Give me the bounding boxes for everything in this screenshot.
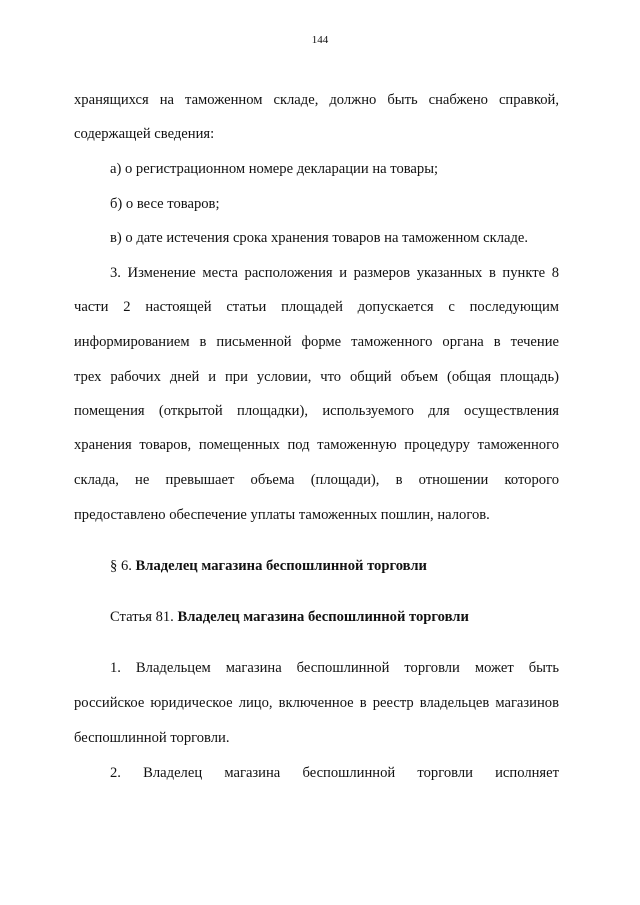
text-line: хранящихся на таможенном складе, должно быть снабжено справкой,: [74, 92, 559, 108]
section-heading: [110, 557, 427, 575]
list-item: б) о весе товаров;: [110, 196, 220, 212]
text-line: помещения (открытой площадки), используемого для осуществления: [74, 403, 559, 419]
text-line: части 2 настоящей статьи площадей допускается с последующим: [74, 299, 559, 315]
text-line: 2. Владелец магазина беспошлинной торговли исполняет: [110, 765, 559, 781]
article-prefix: Статья 81.: [110, 609, 174, 625]
article-title: Владелец магазина беспошлинной торговли: [177, 609, 469, 625]
text-line: 3. Изменение места расположения и размеров указанных в пункте 8: [110, 265, 559, 281]
list-item: а) о регистрационном номере декларации на товары;: [110, 161, 439, 177]
text-line: хранения товаров, помещенных под таможенную процедуру таможенного: [74, 437, 559, 453]
section-prefix: § 6.: [110, 558, 132, 574]
list-item: в) о дате истечения срока хранения товаров на таможенном складе.: [110, 230, 529, 246]
text-line: предоставлено обеспечение уплаты таможенных пошлин, налогов.: [74, 507, 490, 523]
text-line: информированием в письменной форме таможенного органа в течение: [74, 334, 559, 350]
text-line: склада, не превышает объема (площади), в отношении которого: [74, 472, 559, 488]
article-heading: [110, 608, 469, 626]
text-line: 1. Владельцем магазина беспошлинной торговли может быть: [110, 660, 559, 676]
text-line: беспошлинной торговли.: [74, 730, 230, 746]
page-number: 144: [311, 34, 329, 46]
text-line: российское юридическое лицо, включенное в реестр владельцев магазинов: [74, 695, 559, 711]
text-line: содержащей сведения:: [74, 126, 215, 142]
text-line: трех рабочих дней и при условии, что общий объем (общая площадь): [74, 369, 559, 385]
section-title: Владелец магазина беспошлинной торговли: [135, 558, 427, 574]
